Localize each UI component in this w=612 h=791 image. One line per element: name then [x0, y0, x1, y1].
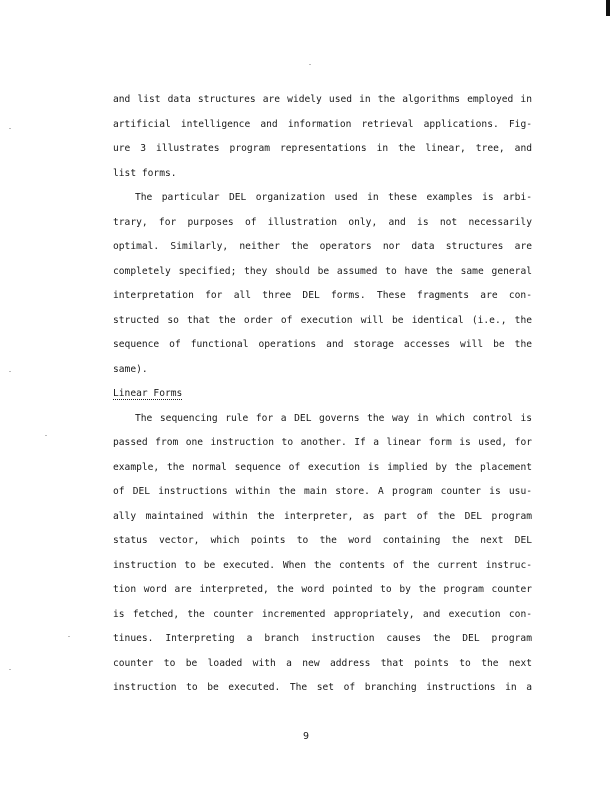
section-heading: Linear Forms	[113, 388, 183, 399]
text-line: and list data structures are widely used in the algorithms employed in	[113, 94, 532, 105]
scan-speck	[9, 371, 11, 372]
corner-mark	[606, 0, 610, 16]
scan-speck	[45, 435, 47, 436]
scan-speck	[68, 636, 70, 637]
text-line: The particular DEL organization used in these examples is arbi-	[135, 192, 532, 203]
text-line: passed from one instruction to another. If a linear form is used, for	[113, 437, 532, 448]
text-line: interpretation for all three DEL forms. These fragments are con-	[113, 290, 532, 301]
text-line: instruction to be executed. When the contents of the current instruc-	[113, 559, 532, 571]
text-line: list forms.	[113, 167, 177, 179]
text-line: of DEL instructions within the main store. A program counter is usu-	[113, 486, 532, 497]
text-line: completely specified; they should be assumed to have the same general	[113, 265, 532, 277]
text-line: ally maintained within the interpreter, as part of the DEL program	[113, 510, 532, 522]
text-line: counter to be loaded with a new address that points to the next	[113, 657, 532, 669]
text-line: The sequencing rule for a DEL governs the way in which control is	[135, 412, 532, 424]
text-line: trary, for purposes of illustration only, and is not necessarily	[113, 216, 532, 228]
text-line: status vector, which points to the word containing the next DEL	[113, 535, 532, 546]
text-line: same).	[113, 363, 148, 375]
text-line: sequence of functional operations and storage accesses will be the	[113, 339, 532, 350]
text-line: artificial intelligence and information retrieval applications. Fig-	[113, 118, 532, 130]
body-text	[113, 88, 532, 701]
text-line: instruction to be executed. The set of branching instructions in a	[113, 682, 532, 693]
section-heading-line	[113, 382, 532, 407]
scan-speck	[9, 669, 11, 670]
text-line: is fetched, the counter incremented appropriately, and execution con-	[113, 608, 532, 620]
text-line: structed so that the order of execution will be identical (i.e., the	[113, 314, 532, 326]
text-line: example, the normal sequence of execution is implied by the placement	[113, 461, 532, 473]
text-line: optimal. Similarly, neither the operators nor data structures are	[113, 241, 532, 252]
scan-speck	[309, 64, 311, 65]
scan-speck	[9, 128, 11, 129]
text-line: ure 3 illustrates program representations in the linear, tree, and	[113, 143, 532, 154]
text-line: tion word are interpreted, the word pointed to by the program counter	[113, 584, 532, 595]
page-number: 9	[302, 731, 310, 742]
text-line: tinues. Interpreting a branch instruction causes the DEL program	[113, 633, 532, 644]
